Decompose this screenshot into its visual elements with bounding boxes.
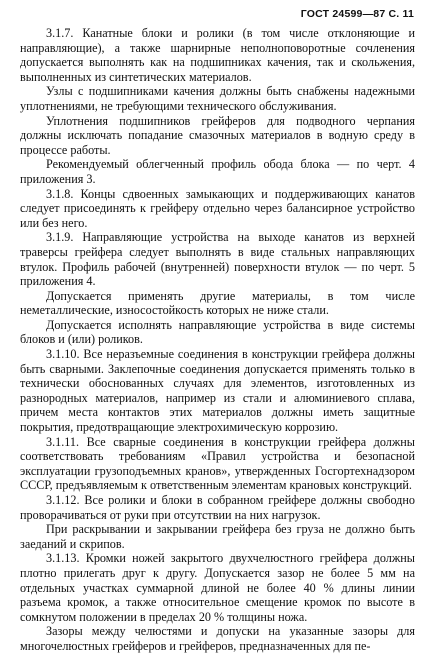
paragraph-3-1-7: 3.1.7. Канатные блоки и ролики (в том числе отклоняющие и направляющие), а также шарнирные неполноповоротные сочленения допускается выполнять как на подшипниках качения, так и скольжения, выполненных из синтетических материалов. bbox=[20, 26, 415, 84]
paragraph-pulley-system: Допускается исполнять направляющие устройства в виде системы блоков и (или) роликов. bbox=[20, 317, 415, 347]
paragraph-3-1-10: 3.1.10. Все неразъемные соединения в конструкции грейфера должны быть сварными. Заклепочные соединения допускается применять только в технически обоснованных случаях для элементов, изготовленных из разнородных материалов, например из стали и алюминиевого сплава, причем места контактов этих материалов должны иметь защитные покрытия, предотвращающие электрохимическую коррозию. bbox=[20, 347, 415, 435]
paragraph-3-1-13: 3.1.13. Кромки ножей закрытого двухчелюстного грейфера должны плотно прилегать друг к другу. Допускается зазор не более 5 мм на отдельных участках суммарной длиной не более 40 % длины линии разъема кромок, а также относительное смещение кромок по высоте в сомкнутом положении в пределах 20 % толщины ножа. bbox=[20, 551, 415, 624]
document-body bbox=[20, 26, 415, 654]
paragraph-underwater-seals: Уплотнения подшипников грейферов для подводного черпания должны исключать попадание смазочных материалов в водную среду в процессе работы. bbox=[20, 113, 415, 157]
paragraph-bearings-seals: Узлы с подшипниками качения должны быть снабжены надежными уплотнениями, не требующими технического обслуживания. bbox=[20, 84, 415, 113]
paragraph-jaw-gaps: Зазоры между челюстями и допуски на указанные зазоры для многочелюстных грейферов и грейферов, предназначенных для пе- bbox=[20, 624, 415, 653]
running-header: ГОСТ 24599—87 С. 11 bbox=[300, 8, 414, 20]
paragraph-3-1-9: 3.1.9. Направляющие устройства на выходе канатов из верхней траверсы грейфера следует выполнять в виде стальных направляющих втулок. Профиль рабочей (внутренней) поверхности втулок — по черт. 5 приложения 4. bbox=[20, 230, 415, 289]
paragraph-3-1-12: 3.1.12. Все ролики и блоки в собранном грейфере должны свободно проворачиваться от руки при отсутствии на них нагрузок. bbox=[20, 493, 415, 522]
paragraph-rim-profile: Рекомендуемый облегченный профиль обода блока — по черт. 4 приложения 3. bbox=[20, 157, 415, 186]
paragraph-3-1-11: 3.1.11. Все сварные соединения в конструкции грейфера должны соответствовать требованиям «Правил устройства и безопасной эксплуатации грузоподъемных кранов», утвержденных Госгортехнадзором СССР, предъявляемым к ответственным элементам крановых конструкций. bbox=[20, 434, 415, 493]
paragraph-no-jamming: При раскрывании и закрывании грейфера без груза не должно быть заеданий и скрипов. bbox=[20, 522, 415, 551]
paragraph-nonmetal-materials: Допускается применять другие материалы, в том числе неметаллические, износостойкость которых не ниже стали. bbox=[20, 288, 415, 318]
paragraph-3-1-8: 3.1.8. Концы сдвоенных замыкающих и поддерживающих канатов следует присоединять к грейферу отдельно через балансирное устройство или без него. bbox=[20, 186, 415, 230]
